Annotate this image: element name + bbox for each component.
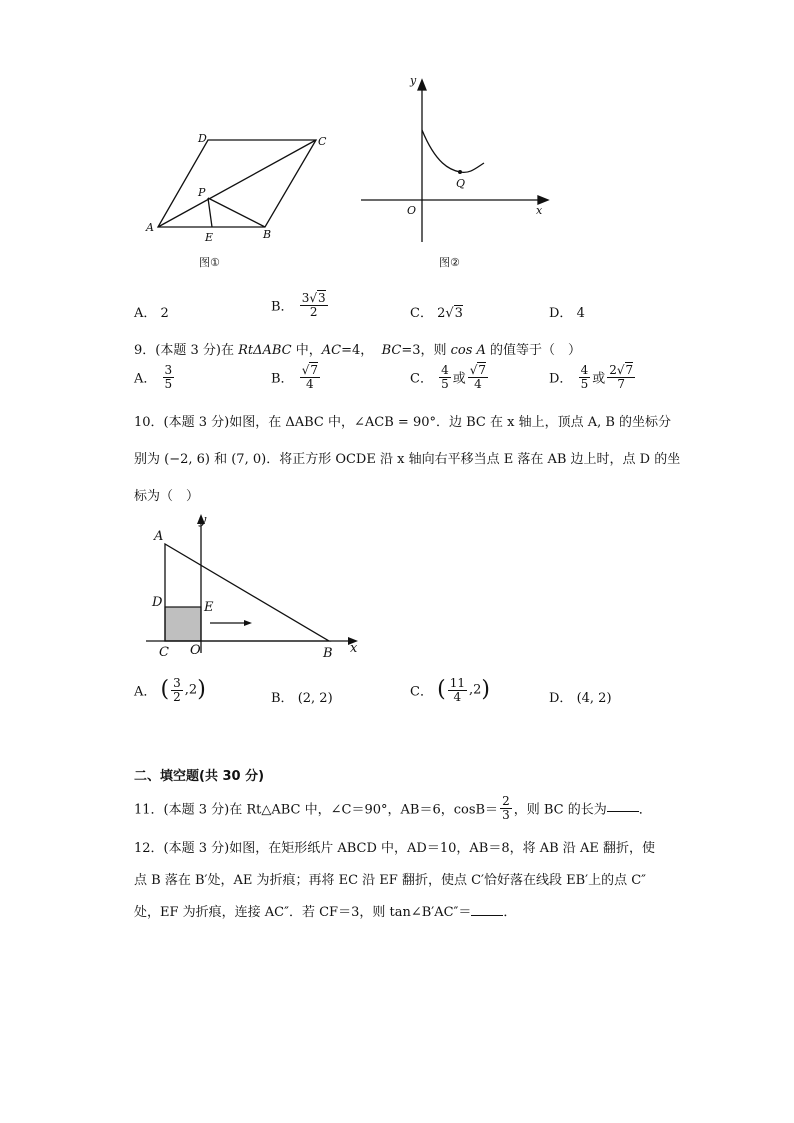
q11-stem: 11．(本题 3 分)在 Rt△ABC 中，∠C＝90°，AB＝6，cosB＝ $\frac{2}{3}$ ，则 BC 的长为 ．	[134, 794, 652, 822]
q10-option-d: D． (4, 2)	[549, 691, 612, 706]
q10-option-c: C． ( $\frac{11}{4}$ ,2)	[410, 676, 490, 704]
square-ocde	[165, 607, 201, 641]
q9-option-c: C． $\frac{4}{5}$ 或 $\frac{√7}{4}$	[410, 363, 487, 391]
fig2-label-y: y	[410, 74, 417, 87]
fig1-label-c: C	[318, 135, 327, 148]
fig1-label-d: D	[198, 132, 207, 145]
fig2-label-o: O	[407, 204, 417, 217]
q10-label-c: C	[159, 645, 169, 660]
fig1-label-e: E	[205, 231, 214, 244]
q10-line-3: 标为（ ）	[134, 489, 200, 504]
q8-option-b: B． $\frac{3√3}{2}$	[271, 291, 326, 319]
q9-option-a: A． $\frac{3}{5}$	[134, 363, 173, 391]
fig2-caption: 图②	[439, 256, 460, 269]
segment-pb	[208, 198, 265, 227]
q10-label-y: y	[199, 513, 207, 528]
figure-1-parallelogram	[140, 128, 340, 248]
q9-stem: 9．(本题 3 分)在 RtΔABC 中，AC=4， BC=3，则 cos A 的值等于（ ）	[134, 343, 582, 358]
curve	[422, 130, 484, 172]
q9-option-d: D． $\frac{4}{5}$ 或 $\frac{2√7}{7}$	[549, 363, 634, 391]
figure-q10-triangle	[140, 510, 370, 655]
q12-line-3: 处，EF 为折痕，连接 AC″．若 CF＝3，则 tan∠B′AC″＝ ．	[134, 905, 517, 920]
q8-option-c: C． 2√3	[410, 306, 463, 321]
q10-label-b: B	[323, 646, 333, 661]
q12-line-2: 点 B 落在 B′处，AE 为折痕；再将 EC 沿 EF 翻折，使点 C′恰好落在线段 EB′上的点 C″	[134, 873, 647, 888]
fig1-label-p: P	[198, 186, 206, 199]
point-q	[458, 170, 462, 174]
q12-line-1: 12．(本题 3 分)如图，在矩形纸片 ABCD 中，AD＝10，AB＝8，将 AB 沿 AE 翻折，使	[134, 841, 655, 856]
q10-label-x: x	[350, 641, 358, 656]
q10-label-a: A	[154, 529, 164, 544]
q10-line-2: 别为 (−2, 6) 和 (7, 0)．将正方形 OCDE 沿 x 轴向右平移当点 E 落在 AB 边上时，点 D 的坐	[134, 452, 681, 467]
q12-answer-blank[interactable]	[471, 903, 503, 916]
translate-arrow-head	[244, 620, 252, 626]
q10-label-o: O	[190, 643, 201, 658]
q8-option-a: A． 2	[134, 306, 169, 321]
figure-2-graph	[358, 72, 558, 247]
q10-label-e: E	[204, 600, 214, 615]
fig2-label-q: Q	[456, 177, 466, 190]
section-2-title: 二、填空题(共 30 分)	[134, 769, 265, 784]
fig1-label-a: A	[146, 221, 154, 234]
fig1-caption: 图①	[199, 256, 220, 269]
q11-answer-blank[interactable]	[607, 799, 639, 812]
q10-option-b: B． (2, 2)	[271, 691, 333, 706]
q9-option-b: B． $\frac{√7}{4}$	[271, 363, 318, 391]
diagonal-ac	[158, 140, 316, 227]
fig1-label-b: B	[263, 228, 272, 241]
segment-pe	[208, 198, 212, 227]
q10-label-d: D	[152, 595, 163, 610]
q10-line-1: 10．(本题 3 分)如图，在 ΔABC 中，∠ACB = 90°．边 BC 在 x 轴上，顶点 A, B 的坐标分	[134, 415, 672, 430]
fig2-label-x: x	[536, 204, 543, 217]
y-axis-arrow	[418, 80, 426, 90]
q8-option-d: D． 4	[549, 306, 585, 321]
q10-option-a: A． ( $\frac{3}{2}$ ,2)	[134, 676, 206, 704]
x-axis-arrow	[538, 196, 548, 204]
